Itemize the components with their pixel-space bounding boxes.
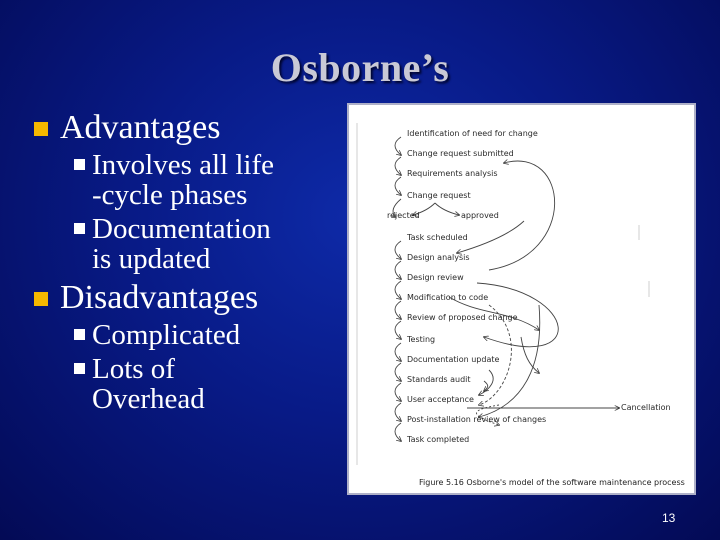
figure-caption: Figure 5.16 Osborne's model of the software maintenance process	[419, 478, 685, 487]
bullet-square-icon	[74, 363, 85, 374]
sub-bullet-documentation	[74, 214, 334, 274]
step-identification: Identification of need for change	[407, 129, 538, 138]
sub-bullet-complicated	[74, 320, 334, 350]
step-task-completed: Task completed	[407, 435, 470, 444]
step-post-installation-review: Post-installation review of changes	[407, 415, 547, 424]
step-review-of-proposed-change: Review of proposed change	[407, 313, 518, 322]
sub-bullet-text: is updated	[92, 243, 211, 275]
bullet-square-icon	[34, 122, 48, 136]
slide-title: Osborne’s	[270, 45, 450, 90]
sub-bullet-text: Involves all life	[92, 149, 275, 181]
bullet-square-icon	[74, 223, 85, 234]
advantages-label: Advantages	[60, 109, 221, 146]
sub-bullet-overhead	[74, 354, 334, 414]
sub-bullet-life-cycle	[74, 150, 334, 210]
step-modification-to-code: Modification to code	[407, 293, 489, 302]
sub-bullet-text: Lots of	[92, 353, 175, 385]
bullet-list	[34, 108, 334, 418]
bullet-square-icon	[74, 329, 85, 340]
sub-bullet-text: -cycle phases	[92, 179, 248, 211]
bullet-square-icon	[74, 159, 85, 170]
step-design-analysis: Design analysis	[407, 253, 470, 262]
step-task-scheduled: Task scheduled	[407, 233, 468, 242]
step-design-review: Design review	[407, 273, 464, 282]
step-approved: approved	[461, 211, 499, 220]
step-cancellation: Cancellation	[621, 403, 671, 412]
bullet-disadvantages	[34, 278, 334, 318]
step-documentation-update: Documentation update	[407, 355, 500, 364]
step-change-request: Change request	[407, 191, 471, 200]
process-arrows	[349, 105, 696, 495]
bullet-advantages	[34, 108, 334, 148]
step-change-request-submitted: Change request submitted	[407, 149, 514, 158]
step-rejected: rejected	[387, 211, 420, 220]
slide-number: 13	[662, 511, 676, 525]
sub-bullet-text: Documentation	[92, 213, 271, 245]
step-user-acceptance: User acceptance	[407, 395, 474, 404]
disadvantages-label: Disadvantages	[60, 279, 259, 316]
sub-bullet-text: Overhead	[92, 383, 205, 415]
step-standards-audit: Standards audit	[407, 375, 471, 384]
bullet-square-icon	[34, 292, 48, 306]
step-requirements-analysis: Requirements analysis	[407, 169, 498, 178]
step-testing: Testing	[407, 335, 436, 344]
sub-bullet-text: Complicated	[92, 319, 241, 351]
maintenance-process-figure	[347, 103, 696, 495]
